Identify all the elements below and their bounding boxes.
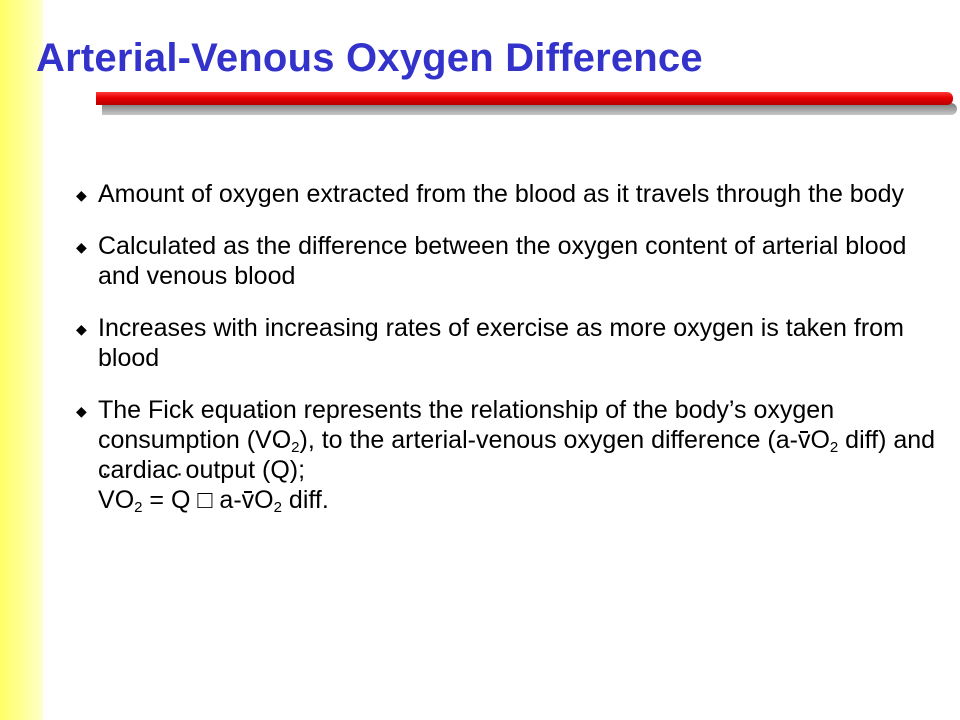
bullet-list — [76, 179, 936, 537]
title-rule — [96, 92, 953, 105]
v-dot-symbol: ˙ V — [255, 425, 272, 455]
fick-text: The Fick equation represents the relationship of the body’s oxygen consumption (˙ $VO_2$), to the arterial-venous oxygen difference ($a-vO_2$ diff) and cardiac output (˙ Q); ˙ $VO_2$ = ˙ Q □ $a-vO_2$ diff. — [98, 396, 935, 514]
sidebar-accent-bar — [0, 0, 43, 720]
diamond-bullet-icon: ◆ — [76, 187, 87, 203]
v-dot-symbol: ˙ V — [98, 485, 115, 515]
q-dot-symbol: ˙ Q — [270, 455, 289, 485]
v-bar-symbol: v — [797, 426, 811, 454]
diamond-bullet-icon: ◆ — [76, 239, 87, 255]
bullet-text: Increases with increasing rates of exercise as more oxygen is taken from blood — [98, 314, 904, 372]
slide-title: Arterial-Venous Oxygen Difference — [36, 36, 703, 80]
diamond-bullet-icon: ◆ — [76, 321, 87, 337]
bullet-item — [76, 313, 936, 373]
bullet-text: Calculated as the difference between the oxygen content of arterial blood and venous blood — [98, 232, 907, 290]
bullet-text: Amount of oxygen extracted from the blood as it travels through the body — [98, 180, 905, 208]
bullet-item — [76, 231, 936, 291]
diamond-bullet-icon: ◆ — [76, 403, 87, 419]
v-bar-symbol: v — [241, 486, 255, 514]
bullet-item — [76, 179, 936, 209]
q-dot-symbol: ˙ Q — [171, 485, 190, 515]
fick-equation-bullet — [76, 395, 936, 515]
